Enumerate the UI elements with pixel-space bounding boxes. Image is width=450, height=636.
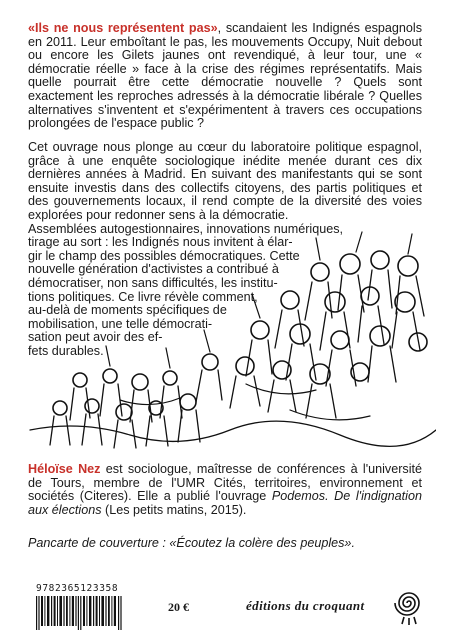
summary-line: sation peut avoir des ef- <box>28 330 163 345</box>
author-bio <box>28 463 422 517</box>
summary-line: Assemblées autogestionnaires, innovations numériques, <box>28 221 344 236</box>
summary-line: démocratiser, non sans difficultés, les institu- <box>28 275 278 290</box>
summary-line: gir le champ des possibles démocratiques. Cette <box>28 248 300 263</box>
summary-line: tions politiques. Ce livre révèle comment, <box>28 289 258 304</box>
cover-caption: Pancarte de couverture : «Écoutez la colère des peuples». <box>28 536 355 550</box>
spiral-seal-icon <box>392 587 426 625</box>
summary-line: tirage au sort : les Indignés nous invitent à élar- <box>28 235 293 250</box>
book-title: Podemos. De l'indignation aux élections <box>28 489 422 517</box>
publisher-name: éditions du croquant <box>246 598 365 613</box>
summary-line: nouvelle génération d'activistes a contribué à <box>28 262 279 277</box>
isbn-number: 9782365123358 <box>36 583 119 594</box>
price-label: 20 € <box>168 600 189 614</box>
raised-arms <box>106 232 412 420</box>
intro-text: , scandaient les Indignés espagnols en 2011. Leur emboîtant le pas, les mouvements Occupy, Nuit debout ou encore les Gilets jaunes ont revendiqué, à leur tour, une « démocratie réelle » face à la crise des régimes représentatifs. Mais quelle pourrait être cette démocratie nouvelle ? Quels sont exactement les reproches adressés à la démocratie libérale ? Quelles alternatives s'inventent et s'expérimentent à travers ces occupations prolongées de l'espace public ? <box>28 21 422 131</box>
bio-text: est sociologue, maîtresse de conférences à l'université de Tours, membre de l'UMR Cités, territoires, environnement et sociétés (Citeres). Elle a publié l'ouvrage <box>28 462 422 504</box>
crowd-sketch <box>20 230 436 455</box>
summary-line: mobilisation, une telle démocrati- <box>28 316 213 331</box>
author-name: Héloïse Nez <box>28 462 101 476</box>
intro-paragraph <box>28 22 422 131</box>
crowd-bodies <box>30 270 436 448</box>
intro-quote: «Ils ne nous représentent pas» <box>28 21 218 35</box>
bio-after: (Les petits matins, 2015). <box>101 502 247 517</box>
summary-text: Cet ouvrage nous plonge au cœur du laboratoire politique espagnol, grâce à une enquête sociologique inédite menée durant ces dix dernières années à Madrid. En suivant des manifestants qui se sont ensuite investis dans des collectifs citoyens, des partis politiques et des gouvernements locaux, il rend compte de la diversité des voies explorées pour redonner sens à la démocratie. <box>28 140 422 222</box>
summary-line: fets durables. <box>28 343 104 358</box>
summary-line: au-delà de moments spécifiques de <box>28 303 227 318</box>
